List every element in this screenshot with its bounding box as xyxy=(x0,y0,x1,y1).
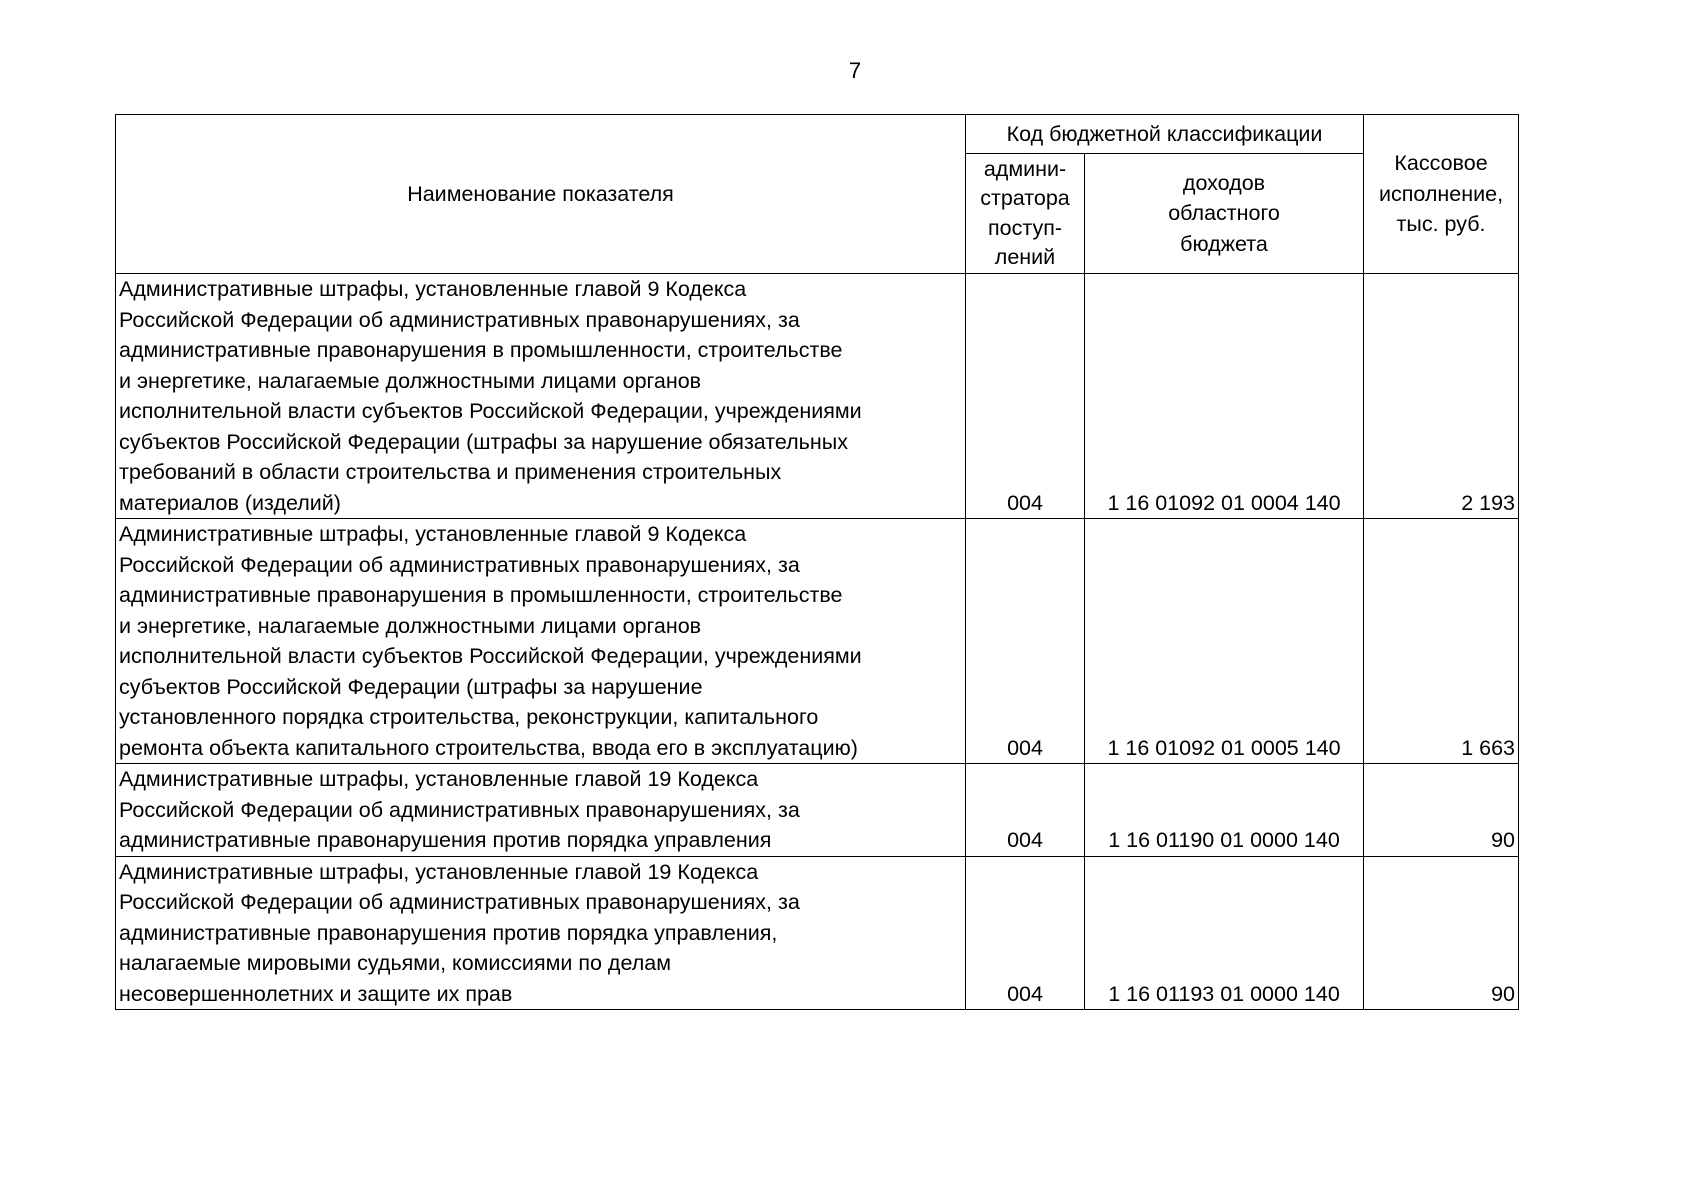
header-cash-execution xyxy=(1364,115,1519,274)
row-income-code: 1 16 01190 01 0000 140 xyxy=(1085,764,1364,857)
row-cash-execution: 90 xyxy=(1364,856,1519,1010)
row-admin-code: 004 xyxy=(966,274,1085,519)
header-cash-execution-text: Кассовое исполнение, тыс. руб. xyxy=(1378,151,1504,237)
header-regional-budget-income xyxy=(1085,154,1364,274)
table-row xyxy=(116,519,1519,764)
row-income-code: 1 16 01193 01 0000 140 xyxy=(1085,856,1364,1010)
row-cash-execution: 90 xyxy=(1364,764,1519,857)
row-admin-code: 004 xyxy=(966,764,1085,857)
table-row xyxy=(116,764,1519,857)
row-indicator-name: Административные штрафы, установленные главой 19 Кодекса Российской Федерации об административных правонарушениях, за административные правонарушения против порядка управления, налагаемые мировыми судьями, комиссиями по делам несовершеннолетних и защите их прав xyxy=(116,856,966,1010)
header-budget-classification-code: Код бюджетной классификации xyxy=(966,115,1364,154)
header-indicator-name: Наименование показателя xyxy=(116,115,966,274)
row-admin-code: 004 xyxy=(966,519,1085,764)
table-header xyxy=(116,115,1519,274)
row-admin-code: 004 xyxy=(966,856,1085,1010)
header-revenue-administrator xyxy=(966,154,1085,274)
table-row xyxy=(116,856,1519,1010)
row-indicator-name: Административные штрафы, установленные главой 19 Кодекса Российской Федерации об административных правонарушениях, за административные правонарушения против порядка управления xyxy=(116,764,966,857)
row-indicator-name: Административные штрафы, установленные главой 9 Кодекса Российской Федерации об административных правонарушениях, за административные правонарушения в промышленности, строительстве и энергетике, налагаемые должностными лицами органов исполнительной власти субъектов Российской Федерации, учреждениями субъектов Российской Федерации (штрафы за нарушение обязательных требований в области строительства и применения строительных материалов (изделий) xyxy=(116,274,966,519)
row-cash-execution: 2 193 xyxy=(1364,274,1519,519)
table-body xyxy=(116,274,1519,1010)
row-income-code: 1 16 01092 01 0005 140 xyxy=(1085,519,1364,764)
header-revenue-administrator-text: админи- стратора поступ- лений xyxy=(980,156,1070,269)
header-regional-budget-income-text: доходов областного бюджета xyxy=(1168,170,1280,256)
row-income-code: 1 16 01092 01 0004 140 xyxy=(1085,274,1364,519)
row-cash-execution: 1 663 xyxy=(1364,519,1519,764)
budget-revenue-table xyxy=(115,114,1519,1010)
table-row xyxy=(116,274,1519,519)
row-indicator-name: Административные штрафы, установленные главой 9 Кодекса Российской Федерации об административных правонарушениях, за административные правонарушения в промышленности, строительстве и энергетике, налагаемые должностными лицами органов исполнительной власти субъектов Российской Федерации, учреждениями субъектов Российской Федерации (штрафы за нарушение установленного порядка строительства, реконструкции, капитального ремонта объекта капитального строительства, ввода его в эксплуатацию) xyxy=(116,519,966,764)
page-number: 7 xyxy=(848,58,862,83)
